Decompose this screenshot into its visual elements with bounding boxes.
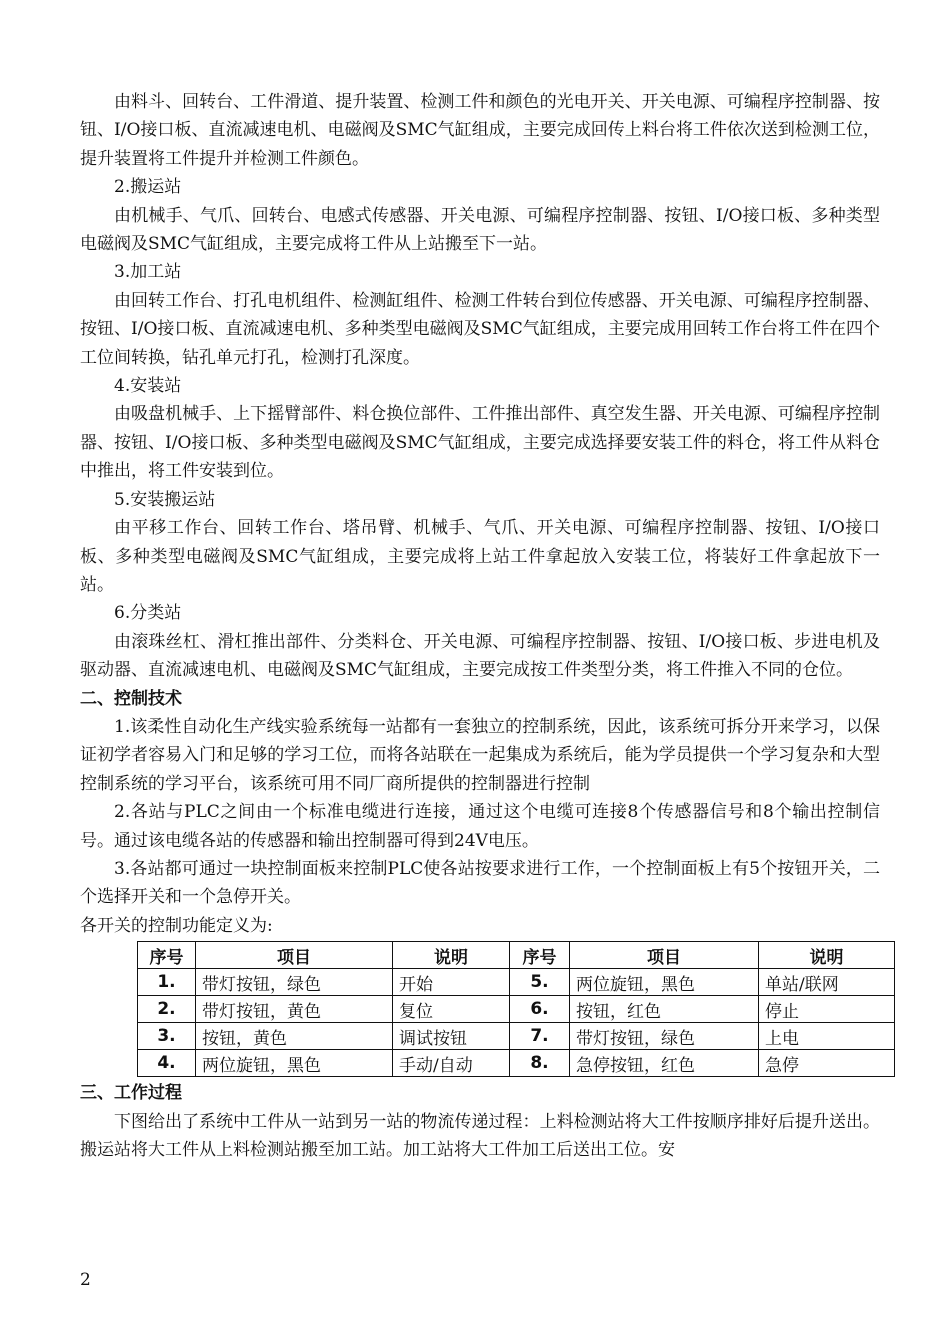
table-cell: 带灯按钮，绿色 [196,969,393,996]
document-body [80,88,880,1164]
table-cell: 带灯按钮，绿色 [570,1023,759,1050]
header-cell: 说明 [393,942,510,969]
table-cell: 6. [510,996,570,1023]
table-cell: 复位 [393,996,510,1023]
control-item-3: 3.各站都可通过一块控制面板来控制PLC使各站按要求进行工作，一个控制面板上有5个按钮开关，二个选择开关和一个急停开关。 [80,858,880,908]
station5-title: 5.安装搬运站 [114,489,216,510]
page-number: 2 [80,1270,91,1290]
table-row [138,1023,895,1050]
table-cell: 停止 [759,996,895,1023]
station2-title: 2.搬运站 [114,177,182,198]
header-cell: 项目 [570,942,759,969]
table-row [138,1050,895,1077]
table-cell: 4. [138,1050,196,1077]
work-process-body: 下图给出了系统中工件从一站到另一站的物流传递过程：上料检测站将大工件按顺序排好后提升送出。搬运站将大工件从上料检测站搬至加工站。加工站将大工件加工后送出工位。安 [80,1111,880,1160]
switch-function-table [137,941,895,1077]
table-cell: 7. [510,1023,570,1050]
table-cell: 两位旋钮，黑色 [570,969,759,996]
table-cell: 8. [510,1050,570,1077]
paragraph-station2-body: 由机械手、气爪、回转台、电感式传感器、开关电源、可编程序控制器、按钮、I/O接口板、多种类型电磁阀及SMC气缸组成，主要完成将工件从上站搬至下一站。 [80,205,880,255]
table-cell: 开始 [393,969,510,996]
table-cell: 上电 [759,1023,895,1050]
table-cell: 单站/联网 [759,969,895,996]
station3-title: 3.加工站 [114,262,182,283]
paragraph-station6-body: 由滚珠丝杠、滑杠推出部件、分类料仓、开关电源、可编程序控制器、按钮、I/O接口板、步进电机及驱动器、直流减速电机、电磁阀及SMC气缸组成，主要完成按工件类型分类，将工件推入不同的仓位。 [80,631,880,681]
table-intro: 各开关的控制功能定义为: [80,915,273,936]
paragraph-station4-body: 由吸盘机械手、上下摇臂部件、料仓换位部件、工件推出部件、真空发生器、开关电源、可编程序控制器、按钮、I/O接口板、多种类型电磁阀及SMC气缸组成，主要完成选择要安装工件的料仓，将工件从料仓中推出，将工件安装到位。 [80,404,880,482]
header-cell: 说明 [759,942,895,969]
table-cell: 5. [510,969,570,996]
table-row [138,969,895,996]
paragraph-station3-body: 由回转工作台、打孔电机组件、检测缸组件、检测工件转台到位传感器、开关电源、可编程序控制器、按钮、I/O接口板、直流减速电机、多种类型电磁阀及SMC气缸组成，主要完成用回转工作台将工件在四个工位间转换，钻孔单元打孔，检测打孔深度。 [80,290,880,368]
paragraph-station1-body: 由料斗、回转台、工件滑道、提升装置、检测工件和颜色的光电开关、开关电源、可编程序控制器、按钮、I/O接口板、直流减速电机、电磁阀及SMC气缸组成，主要完成回传上料台将工件依次送到检测工位，提升装置将工件提升并检测工件颜色。 [80,92,880,169]
table-cell: 按钮，红色 [570,996,759,1023]
table-row [138,996,895,1023]
control-item-1: 1.该柔性自动化生产线实验系统每一站都有一套独立的控制系统，因此，该系统可拆分开来学习，以保证初学者容易入门和足够的学习工位，而将各站联在一起集成为系统后，能为学员提供一个学习复杂和大型控制系统的学习平台，该系统可用不同厂商所提供的控制器进行控制 [80,716,880,794]
table-header-row [138,942,895,969]
section3-heading: 三、工作过程 [80,1083,182,1104]
table-cell: 急停 [759,1050,895,1077]
table-cell: 带灯按钮，黄色 [196,996,393,1023]
paragraph-station5-body: 由平移工作台、回转工作台、塔吊臂、机械手、气爪、开关电源、可编程序控制器、按钮、I/O接口板、多种类型电磁阀及SMC气缸组成，主要完成将上站工件拿起放入安装工位，将装好工件拿起放下一站。 [80,518,880,595]
table-cell: 按钮，黄色 [196,1023,393,1050]
header-cell: 序号 [138,942,196,969]
station4-title: 4.安装站 [114,376,182,397]
table-cell: 手动/自动 [393,1050,510,1077]
control-item-2: 2.各站与PLC之间由一个标准电缆进行连接，通过这个电缆可连接8个传感器信号和8个输出控制信号。通过该电缆各站的传感器和输出控制器可得到24V电压。 [80,802,880,851]
table-cell: 3. [138,1023,196,1050]
table-cell: 2. [138,996,196,1023]
table-cell: 调试按钮 [393,1023,510,1050]
table-cell: 两位旋钮，黑色 [196,1050,393,1077]
station6-title: 6.分类站 [114,603,182,624]
section2-heading: 二、控制技术 [80,688,182,709]
table-cell: 急停按钮，红色 [570,1050,759,1077]
header-cell: 项目 [196,942,393,969]
table-cell: 1. [138,969,196,996]
header-cell: 序号 [510,942,570,969]
